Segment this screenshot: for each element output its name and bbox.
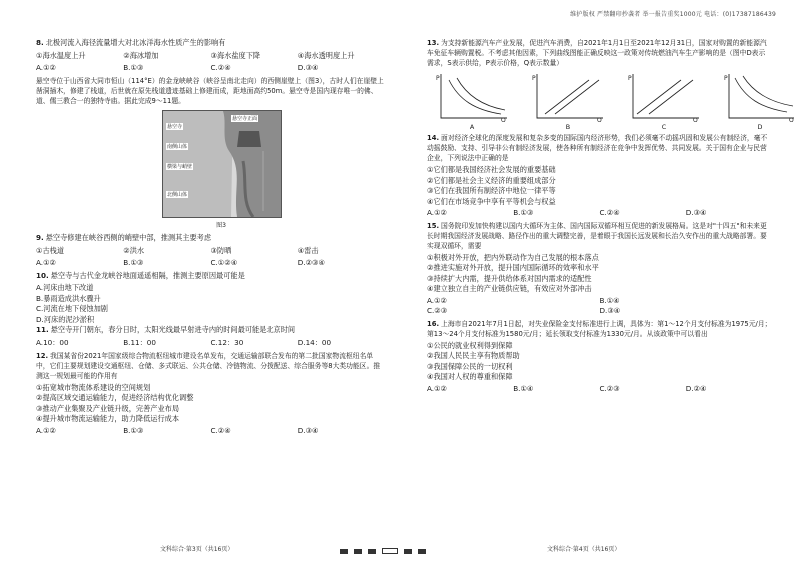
choice: B.①③ [123, 258, 144, 268]
chart-caption: B [565, 123, 571, 131]
chart-caption: A [469, 123, 475, 131]
choice: B.①④ [513, 383, 534, 393]
option: ①古栈道 [36, 245, 65, 255]
choice: C.②④ [210, 63, 231, 73]
nav-mark[interactable] [382, 548, 398, 554]
svg-text:P: P [724, 75, 728, 82]
option: ③海水盐度下降 [210, 50, 261, 60]
choice: B.11：00 [123, 338, 156, 348]
question-text: 国务院印发加快构建以国内大循环为主体、国内国际双循环相互促进的新发展格局。这是对"十四五"和未来更长时期我国经济发展战略、路径作出的重大调整完善，是着眼于我国长远发展和长治久安作出的重大战略部署。要实现双循环，需要 [427, 221, 767, 250]
chart-caption: C [661, 123, 667, 131]
option: ②海冰增加 [123, 50, 159, 60]
option: ④雷击 [297, 245, 319, 255]
figure-3 [162, 110, 288, 229]
option: ④提升城市物流运输能力，助力降低运行成本 [36, 414, 180, 424]
question-text: 悬空寺开门朝东，春分日时，太阳光线最早射进寺内的时间最可能是北京时间 [50, 325, 296, 335]
choice: A.10：00 [36, 338, 69, 348]
choice: D.②③④ [297, 258, 325, 268]
svg-text:P: P [532, 75, 536, 82]
choice: D.14：00 [297, 338, 332, 348]
svg-text:Q: Q [597, 117, 602, 122]
question-number: 16. [427, 319, 440, 328]
choice: B.暴雨造成洪水骤升 [36, 293, 101, 303]
page-header: 维护版权 严禁翻印抄袭者 举一报告重奖1000元 电话：(0)17387186439 [570, 11, 776, 18]
choice: A.河床由地下改道 [36, 283, 94, 293]
question-9 [36, 233, 385, 269]
option: ②它们都是社会主义经济的重要组成部分 [427, 175, 556, 185]
question-text: 面对经济全球化的深度发展和复杂多变的国际国内经济形势，我们必须毫不动摇巩固和发展公有制经济，毫不动摇鼓励、支持、引导非公有制经济发展，使各种所有制经济在竞争中发挥优势、共同发展。关于国有企业与民营企业，下列说法中正确的是 [427, 134, 768, 162]
choice: D.③④ [297, 63, 319, 73]
figure-label: 悬空寺正面 [232, 115, 258, 122]
chart-b [531, 72, 605, 131]
option: ①海水温度上升 [36, 50, 86, 60]
option: ④建立独立自主的产业链供应链，有效应对外部冲击 [427, 284, 592, 293]
option: ①公民的就业权利得到保障 [427, 340, 513, 350]
supply-demand-charts [435, 72, 794, 131]
question-number: 11. [36, 325, 49, 335]
option: ①拓宽城市物流体系建设的空间规划 [36, 382, 151, 392]
choice: A.①② [427, 383, 447, 393]
option: ④它们在市场竞争中享有平等机会与权益 [427, 196, 556, 206]
choice: B.①③ [123, 63, 144, 73]
question-text: 为支持新能源汽车产业发展，促进汽车消费，自2021年1月1日至2021年12月31日，国家对购置的新能源汽车免征车辆购置税。不考虑其他因素，下列曲线图能正确反映这一政策对传统燃油汽车生产影响的是（图中D表示需求，S表示供给，P表示价格，Q表示数量） [427, 39, 767, 67]
question-text: 上海市自2021年7月1日起，对失业保险金支付标准进行上调，具体为：第1～12个月支付标准为1975元/月；第13～24个月支付标准为1580元/月；延长领取支付标准为1330元/月。从该政策中可以看出 [427, 319, 772, 338]
page-footer: 文科综合·第3页（共16页） [160, 546, 234, 553]
question-number: 14. [427, 134, 440, 142]
figure-caption: 图3 [216, 221, 226, 229]
question-text: 悬空寺与古代金龙峡谷地面遥遥相隔，推测主要原因最可能是 [50, 270, 245, 280]
option: ③防晒 [210, 245, 232, 255]
svg-text:P: P [436, 75, 440, 82]
nav-mark[interactable] [340, 549, 348, 554]
question-number: 13. [427, 39, 440, 47]
choice: A.①② [427, 295, 447, 305]
choice: B.①③ [513, 208, 534, 217]
choice: D.河床的泥沙淤积 [36, 314, 95, 324]
question-14 [427, 133, 772, 219]
question-number: 8. [36, 38, 44, 47]
choice: C.12：30 [210, 338, 244, 348]
choice: C.②③ [599, 383, 620, 393]
option: ②洪水 [123, 245, 145, 255]
svg-text:Q: Q [789, 117, 794, 122]
choice: D.③④ [297, 425, 319, 435]
svg-text:Q: Q [501, 117, 506, 122]
choice: C.②④ [210, 425, 231, 435]
question-number: 10. [36, 270, 49, 280]
option: ①它们都是我国经济社会发展的重要基础 [427, 165, 556, 174]
question-number: 12. [36, 351, 49, 360]
choice: B.①③ [123, 425, 144, 435]
question-16 [427, 319, 772, 395]
choice: A.①② [36, 63, 56, 73]
option: ③我国保障公民的一切权利 [427, 361, 513, 371]
question-number: 9. [36, 232, 44, 242]
option: ①积极对外开放，把内外联动作为自己发展的根本落点 [427, 252, 599, 262]
figure-label: 南侧山体 [167, 143, 188, 150]
option: ③推动产业集聚及产业链升级，完善产业布局 [36, 403, 180, 413]
svg-text:Q: Q [693, 117, 698, 122]
option: ④我国对人权的尊重和保障 [427, 372, 513, 381]
page-footer: 文科综合·第4页（共16页） [547, 546, 621, 553]
option: ③持续扩大内需，提升供给体系对国内需求的适配性 [427, 273, 592, 283]
passage: 悬空寺位于山西省大同市恒山（114°E）的金龙峡峡谷（峡谷呈南北走向）的西侧崖壁上（图3），古时人们在崖壁上凿洞插木，修建了栈道，后世就在原先栈道遗迹基础上修建而成，距地面高约50m。悬空寺是国内现存唯一的佛、道、儒三教合一的独特寺庙。据此完成9～11题。 [36, 76, 384, 105]
nav-mark[interactable] [368, 549, 376, 554]
option: ③它们在我国所有制经济中地位一律平等 [427, 186, 556, 195]
choice: D.③④ [685, 208, 707, 217]
choice: C.②③ [427, 306, 448, 315]
choice: A.①② [36, 258, 56, 268]
choice: B.①④ [599, 295, 620, 305]
chart-caption: D [757, 123, 763, 131]
question-10 [36, 271, 385, 326]
question-13 [427, 38, 794, 131]
question-text: 我国某省份2021年国家级综合物流枢纽城市建设名单发布，交通运输部联合发布的第二批国家物流枢纽名单中，它们主要规划建设交通枢纽、仓储、多式联运、公共仓储、冷链物流、分拨配送、综合服务等8大类功能区。推测这一规划最可能的作用有 [36, 351, 381, 380]
right-page [397, 0, 794, 561]
figure-label: 横梁与峭壁 [167, 163, 193, 170]
question-11 [36, 325, 385, 348]
figure-label: 北侧山体 [167, 191, 188, 198]
question-text: 北极河流入海径流量增大对北冰洋海水性质产生的影响有 [45, 38, 226, 47]
question-15 [427, 221, 772, 317]
choice: A.①② [36, 425, 56, 435]
choice: D.②④ [685, 383, 707, 393]
chart-c [627, 72, 701, 131]
temple-photo [162, 110, 282, 218]
nav-mark[interactable] [354, 549, 362, 554]
choice: C.①②④ [210, 258, 238, 268]
question-8 [36, 38, 385, 74]
chart-a [435, 72, 509, 131]
option: ②我国人民民主享有物质帮助 [427, 351, 520, 360]
option: ④海水透明度上升 [297, 50, 355, 60]
option: ②提高区域交通运输能力，促进经济结构优化调整 [36, 393, 194, 403]
svg-text:P: P [628, 75, 632, 82]
figure-label: 悬空寺 [167, 123, 183, 130]
option: ②推进实施对外开放，提升国内国际循环的效率和水平 [427, 263, 599, 272]
question-number: 15. [427, 221, 440, 230]
choice: C.②④ [599, 208, 620, 217]
choice: D.③④ [599, 306, 621, 315]
chart-d [723, 72, 794, 131]
question-12 [36, 351, 385, 437]
choice: C.河流在地下侵蚀加剧 [36, 304, 108, 314]
choice: A.①② [427, 208, 447, 217]
question-text: 悬空寺修建在峡谷西侧的峭壁中部，推测其主要考虑 [45, 232, 212, 242]
